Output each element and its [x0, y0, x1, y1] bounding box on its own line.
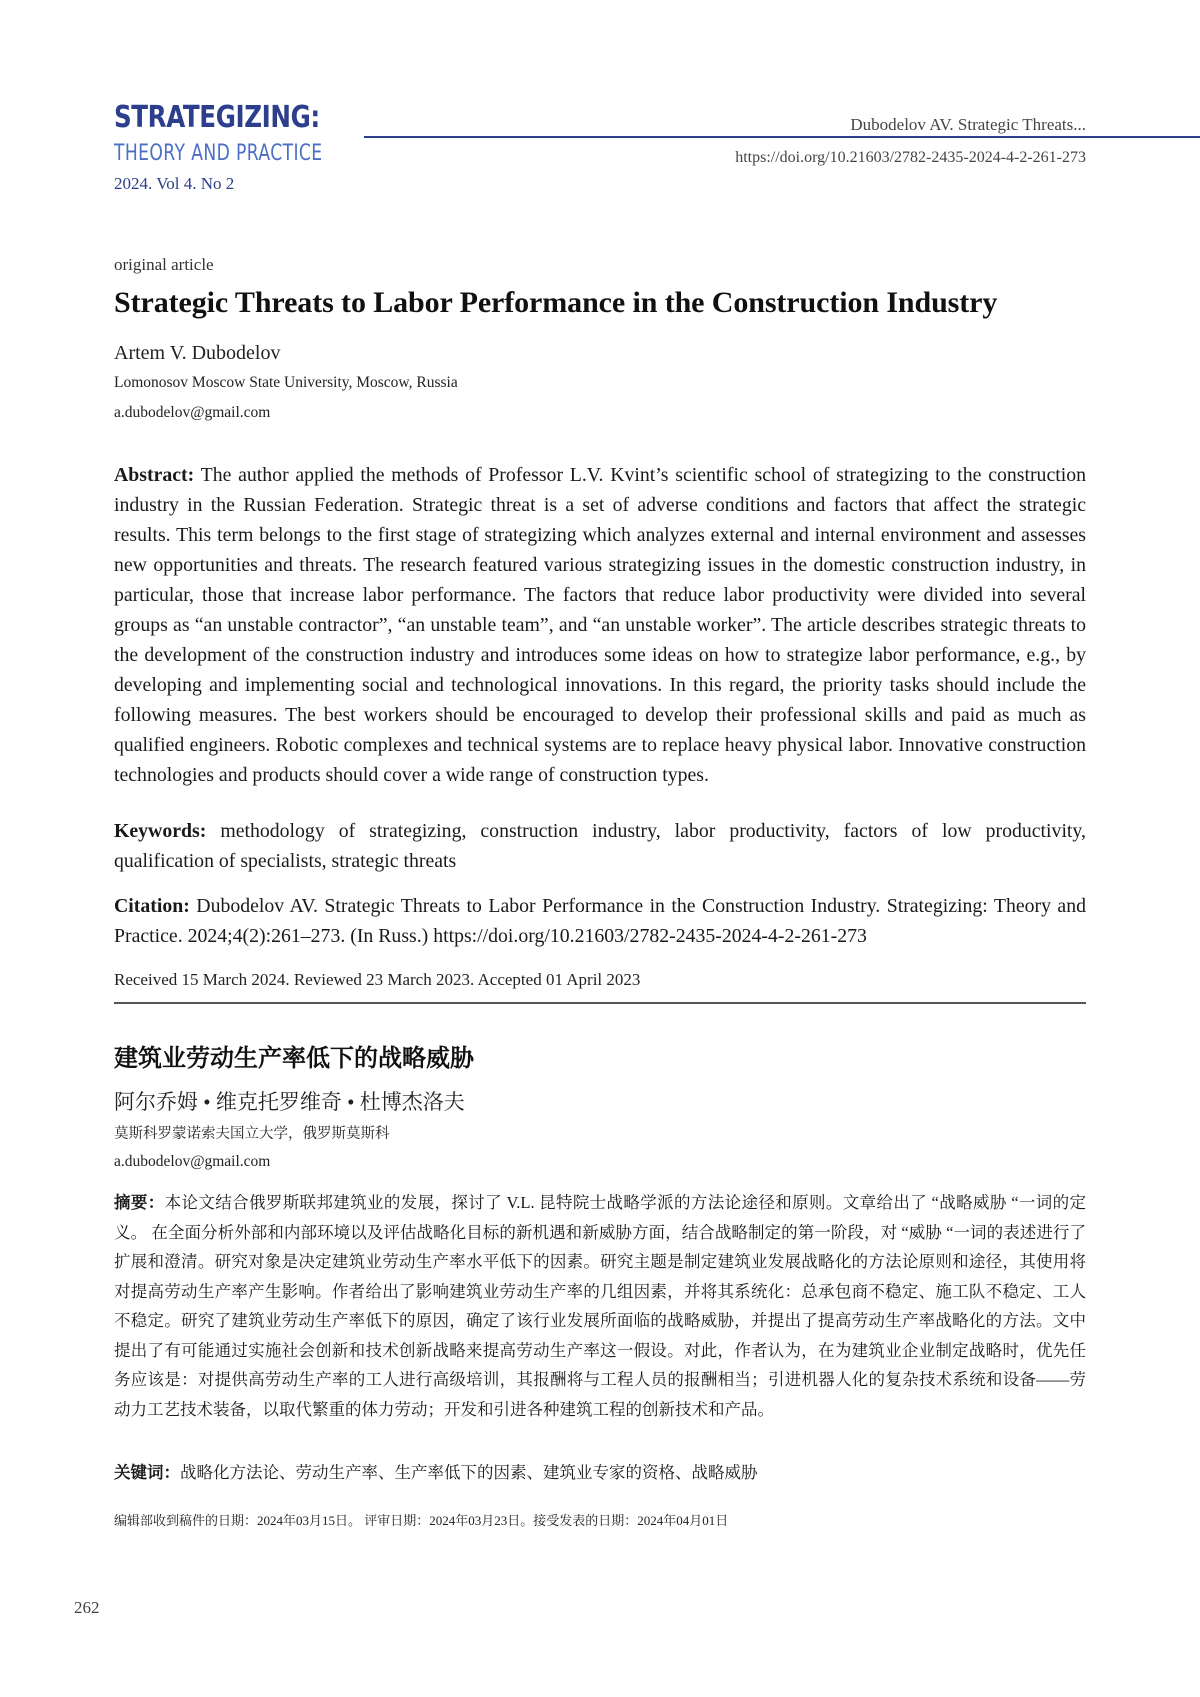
chinese-title: 建筑业劳动生产率低下的战略威胁 [114, 1044, 474, 1072]
chinese-dates: 编辑部收到稿件的日期：2024年03月15日。 评审日期：2024年03月23日。接受发表的日期：2024年04月01日 [114, 1513, 729, 1528]
keywords [114, 816, 1086, 876]
chinese-abstract-label: 摘要： [114, 1193, 165, 1212]
section-divider [114, 1002, 1086, 1004]
journal-issue: 2024. Vol 4. No 2 [114, 174, 235, 193]
header-doi-link[interactable]: https://doi.org/10.21603/2782-2435-2024-4-2-261-273 [735, 149, 1086, 166]
author-email[interactable]: a.dubodelov@gmail.com [114, 404, 271, 421]
chinese-abstract [114, 1188, 1086, 1424]
chinese-keywords-text: 战略化方法论、劳动生产率、生产率低下的因素、建筑业专家的资格、战略威胁 [180, 1463, 758, 1482]
header-rule [364, 136, 1200, 138]
abstract-label: Abstract: [114, 464, 195, 486]
chinese-keywords-label: 关键词： [114, 1463, 180, 1482]
abstract [114, 460, 1086, 790]
chinese-affiliation: 莫斯科罗蒙诺索夫国立大学，俄罗斯莫斯科 [114, 1126, 390, 1142]
article-type: original article [114, 255, 214, 274]
page-number: 262 [74, 1598, 100, 1617]
author-affiliation: Lomonosov Moscow State University, Moscow, Russia [114, 374, 458, 391]
journal-logo-title: STRATEGIZING: [114, 100, 320, 135]
keywords-label: Keywords: [114, 820, 207, 842]
citation [114, 891, 1086, 951]
keywords-text: methodology of strategizing, construction industry, labor productivity, factors of low productivity, qualification of specialists, strategic threats [114, 820, 1086, 872]
chinese-author: 阿尔乔姆 • 维克托罗维奇 • 杜博杰洛夫 [114, 1090, 465, 1114]
article-title: Strategic Threats to Labor Performance in the Construction Industry [114, 286, 998, 319]
journal-logo-subtitle: THEORY AND PRACTICE [114, 141, 323, 166]
citation-label: Citation: [114, 895, 190, 917]
chinese-abstract-text: 本论文结合俄罗斯联邦建筑业的发展，探讨了 V.L. 昆特院士战略学派的方法论途径和原则。文章给出了 “战略威胁 “一词的定义。 在全面分析外部和内部环境以及评估战略化目标的新机遇和新威胁方面，结合战略制定的第一阶段，对 “威胁 “一词的表述进行了扩展和澄清。研究对象是决定建筑业劳动生产率水平低下的因素。研究主题是制定建筑业发展战略化的方法论原则和途径，其使用将对提高劳动生产率产生影响。作者给出了影响建筑业劳动生产率的几组因素，并将其系统化：总承包商不稳定、施工队不稳定、工人不稳定。研究了建筑业劳动生产率低下的原因，确定了该行业发展所面临的战略威胁，并提出了提高劳动生产率战略化的方法。文中提出了有可能通过实施社会创新和技术创新战略来提高劳动生产率这一假设。对此，作者认为，在为建筑业企业制定战略时，优先任务应该是：对提供高劳动生产率的工人进行高级培训，其报酬将与工程人员的报酬相当；引进机器人化的复杂技术系统和设备——劳动力工艺技术装备，以取代繁重的体力劳动；开发和引进各种建筑工程的创新技术和产品。 [114, 1193, 1087, 1419]
received-dates: Received 15 March 2024. Reviewed 23 March 2023. Accepted 01 April 2023 [114, 970, 641, 989]
chinese-email[interactable]: a.dubodelov@gmail.com [114, 1153, 271, 1170]
abstract-text: The author applied the methods of Professor L.V. Kvint’s scientific school of strategizing to the construction industry in the Russian Federation. Strategic threat is a set of adverse conditions and factors that affect the strategic results. This term belongs to the first stage of strategizing which analyzes external and internal environment and assesses new opportunities and threats. The research featured various strategizing issues in the domestic construction industry, in particular, those that increase labor performance. The factors that reduce labor productivity were divided into several groups as “an unstable contractor”, “an unstable team”, and “an unstable worker”. The article describes strategic threats to the development of the construction industry and introduces some ideas on how to strategize labor performance, e.g., by developing and implementing social and technological innovations. In this regard, the priority tasks should include the following measures. The best workers should be encouraged to develop their professional skills and paid as much as qualified engineers. Robotic complexes and technical systems are to replace heavy physical labor. Innovative construction technologies and products should cover a wide range of construction types. [114, 464, 1086, 786]
running-head: Dubodelov AV. Strategic Threats... [850, 115, 1086, 134]
chinese-keywords [114, 1458, 1086, 1488]
article-author: Artem V. Dubodelov [114, 342, 281, 364]
citation-text: Dubodelov AV. Strategic Threats to Labor Performance in the Construction Industry. Strategizing: Theory and Practice. 2024;4(2):261–273. (In Russ.) https://doi.org/10.21603/2782-2435-2024-4-2-261-273 [114, 895, 1086, 947]
